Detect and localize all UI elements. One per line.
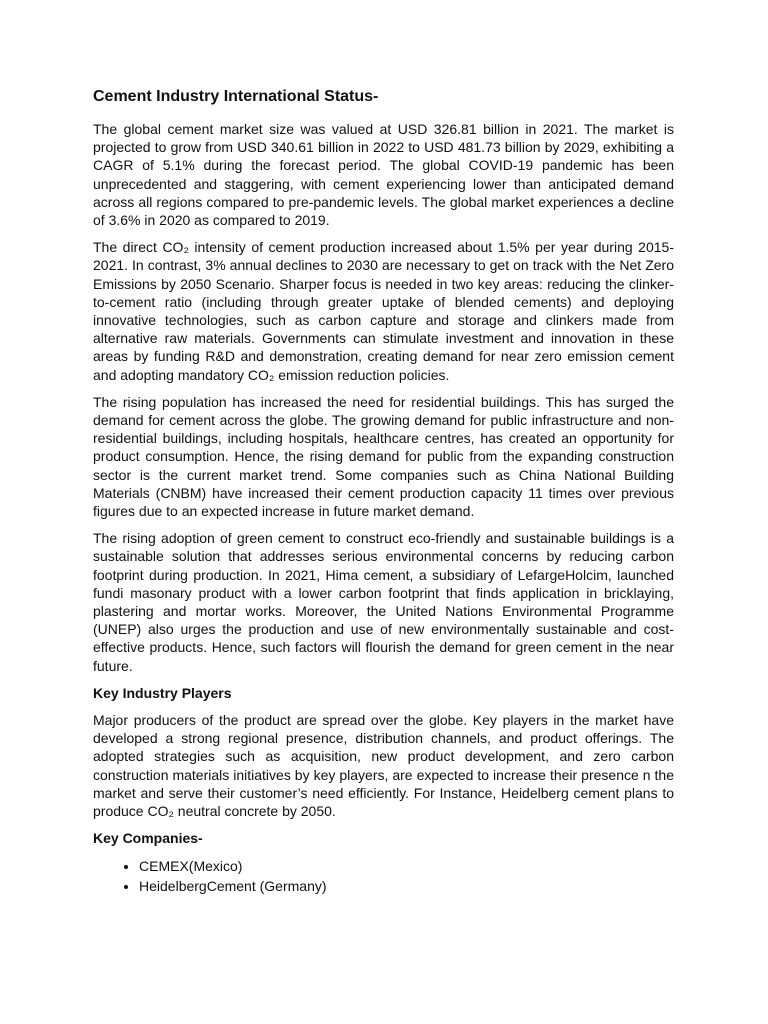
key-companies-list [93,856,674,896]
paragraph-market-size: The global cement market size was valued at USD 326.81 billion in 2021. The market is projected to grow from USD 340.61 billion in 2022 to USD 481.73 billion by 2029, exhibiting a CAGR of 5.1% during the forecast period. The global COVID-19 pandemic has been unprecedented and staggering, with cement experiencing lower than anticipated demand across all regions compared to pre-pandemic levels. The global market experiences a decline of 3.6% in 2020 as compared to 2019. [93,121,674,229]
list-item: • HeidelbergCement (Germany) [139,876,674,896]
paragraph-population-demand: The rising population has increased the need for residential buildings. This has surged the demand for cement across the globe. The growing demand for public infrastructure and non-residential buildings, including hospitals, healthcare centres, has created an opportunity for product consumption. Hence, the rising demand for public from the expanding construction sector is the current market trend. Some companies such as China National Building Materials (CNBM) have increased their cement production capacity 11 times over previous figures due to an expected increase in future market demand. [93,393,674,520]
document-page [93,86,674,896]
key-companies-heading: Key Companies- [93,830,203,847]
list-item: • CEMEX(Mexico) [139,856,674,876]
document-title: Cement Industry International Status- [93,88,379,105]
paragraph-green-cement: The rising adoption of green cement to construct eco-friendly and sustainable buildings is a sustainable solution that addresses serious environmental concerns by reducing carbon footprint during production. In 2021, Hima cement, a subsidiary of LefargeHolcim, launched fundi masonary product with a lower carbon footprint that finds application in bricklaying, plastering and mortar works. Moreover, the United Nations Environmental Programme (UNEP) also urges the production and use of new environmentally sustainable and cost-effective products. Hence, such factors will flourish the demand for green cement in the near future. [93,530,674,674]
key-players-paragraph: Major producers of the product are spread over the globe. Key players in the market have developed a strong regional presence, distribution channels, and product offerings. The adopted strategies such as acquisition, new product development, and zero carbon construction materials initiatives by key players, are expected to increase their presence n the market and serve their customer’s need efficiently. For Instance, Heidelberg cement plans to produce CO₂ neutral concrete by 2050. [93,711,674,819]
paragraph-co2-intensity: The direct CO₂ intensity of cement production increased about 1.5% per year during 2015-2021. In contrast, 3% annual declines to 2030 are necessary to get on track with the Net Zero Emissions by 2050 Scenario. Sharper focus is needed in two key areas: reducing the clinker-to-cement ratio (including through greater uptake of blended cements) and deploying innovative technologies, such as carbon capture and storage and clinkers made from alternative raw materials. Governments can stimulate investment and innovation in these areas by funding R&D and demonstration, creating demand for near zero emission cement and adopting mandatory CO₂ emission reduction policies. [93,239,674,383]
key-players-heading: Key Industry Players [93,684,232,701]
